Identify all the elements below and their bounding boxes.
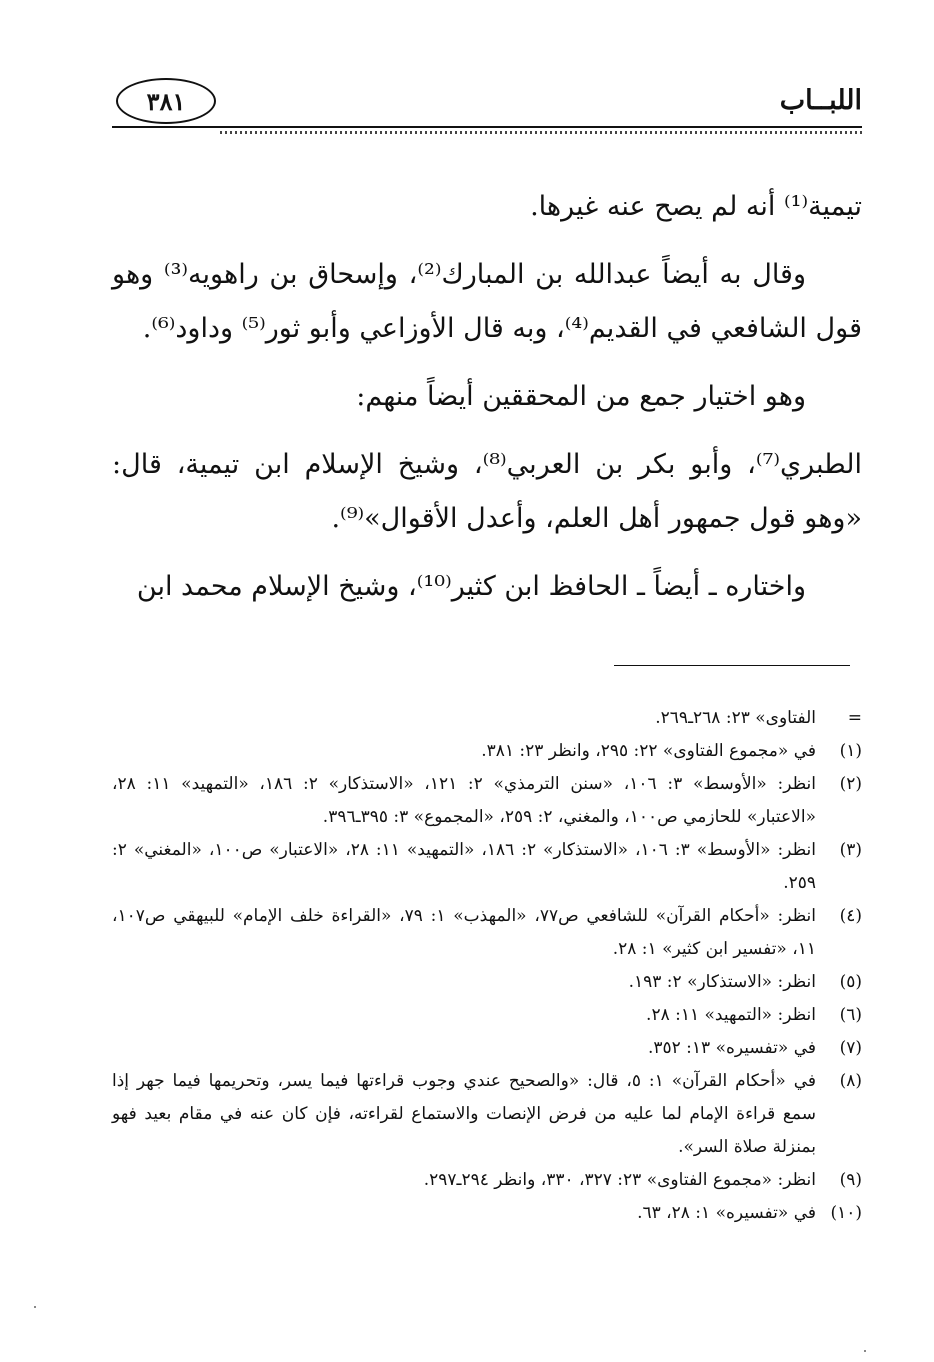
footnote-item [112, 768, 862, 834]
footnote-text: في «تفسيره» ١: ٢٨، ٦٣. [637, 1203, 816, 1223]
footnote-item [112, 702, 862, 735]
running-title: اللبــاب [779, 85, 862, 116]
footnote-number: (١) [839, 741, 862, 761]
header-rule [112, 126, 862, 128]
footnote-text: الفتاوى» ٢٣: ٢٦٨ـ٢٦٩. [655, 708, 816, 728]
header-rule-texture [220, 131, 862, 134]
footnote-item [112, 834, 862, 900]
footnote-number: (٥) [839, 972, 862, 992]
footnote-number: (٢) [839, 774, 862, 794]
footnote-item [112, 735, 862, 768]
footnote-item [112, 1197, 862, 1230]
footnote-text: انظر: «أحكام القرآن» للشافعي ص٧٧، «المهذب» ١: ٧٩، «القراءة خلف الإمام» للبيهقي ص١٠٧، ١١، «تفسير ابن كثير» ١: ٢٨. [112, 906, 816, 959]
footnote-item [112, 1032, 862, 1065]
footnote-number: (٦) [839, 1005, 862, 1025]
footnote-number: (٧) [839, 1038, 862, 1058]
footnote-text: في «تفسيره» ١٣: ٣٥٢. [647, 1038, 816, 1058]
paragraph: الطبري⁽⁷⁾، وأبو بكر بن العربي⁽⁸⁾، وشيخ الإسلام ابن تيمية، قال: «وهو قول جمهور أهل العلم، وأعدل الأقوال»⁽⁹⁾. [112, 449, 863, 534]
page-number-badge: ٣٨١ [116, 78, 216, 124]
paragraph: تيمية⁽¹⁾ أنه لم يصح عنه غيرها. [530, 191, 862, 222]
footnote-text: انظر: «الأوسط» ٣: ١٠٦، «سنن الترمذي» ٢: ١٢١، «الاستذكار» ٢: ١٨٦، «التمهيد» ١١: ٢٨، «الاعتبار» للحازمي ص١٠٠، والمغني، ٢: ٢٥٩، «المجموع» ٣: ٣٩٥ـ٣٩٦. [112, 774, 816, 827]
footnote-number: (١٠) [830, 1203, 862, 1223]
footnote-text: انظر: «مجموع الفتاوى» ٢٣: ٣٢٧، ٣٣٠، وانظر ٢٩٤ـ٢٩٧. [423, 1170, 816, 1190]
footnote-text: انظر: «الأوسط» ٣: ١٠٦، «الاستذكار» ٢: ١٨٦، «التمهيد» ١١: ٢٨، «الاعتبار» ص١٠٠، «المغني» ٢: ٢٥٩. [112, 840, 816, 893]
footnote-number: (٨) [839, 1071, 862, 1091]
footnote-item [112, 1065, 862, 1164]
paragraph: وهو اختيار جمع من المحققين أيضاً منهم: [356, 381, 806, 412]
footnote-item [112, 966, 862, 999]
footnote-text: في «أحكام القرآن» ١: ٥، قال: «والصحيح عندي وجوب قراءتها فيما يسر، وتحريمها فيما جهر إذا سمع قراءة الإمام لما عليه من فرض الإنصات والاستماع لقراءته، فإن كان عنه في مقام بعيد فهو بمنزلة صلاة السر». [112, 1071, 816, 1157]
paragraph: وقال به أيضاً عبدالله بن المبارك⁽²⁾، وإسحاق بن راهويه⁽³⁾ وهو قول الشافعي في القديم⁽⁴⁾، وبه قال الأوزاعي وأبو ثور⁽⁵⁾ وداود⁽⁶⁾. [112, 259, 862, 344]
page-header [112, 74, 862, 130]
footnote-item [112, 900, 862, 966]
footnote-text: انظر: «التمهيد» ١١: ٢٨. [646, 1005, 816, 1025]
footnote-number: (٣) [839, 840, 862, 860]
main-text [112, 180, 862, 628]
footnote-item [112, 1164, 862, 1197]
scan-speck [864, 1350, 866, 1352]
footnote-separator [614, 665, 850, 666]
footnote-item [112, 999, 862, 1032]
footnote-number: (٩) [839, 1170, 862, 1190]
footnote-text: انظر: «الاستذكار» ٢: ١٩٣. [628, 972, 816, 992]
footnotes [112, 702, 862, 1230]
footnote-number: = [847, 708, 862, 728]
footnote-text: في «مجموع الفتاوى» ٢٢: ٢٩٥، وانظر ٢٣: ٣٨١. [481, 741, 816, 761]
scan-speck [34, 1306, 36, 1308]
footnote-number: (٤) [839, 906, 862, 926]
paragraph: واختاره ـ أيضاً ـ الحافظ ابن كثير⁽¹⁰⁾، وشيخ الإسلام محمد ابن [136, 571, 806, 602]
